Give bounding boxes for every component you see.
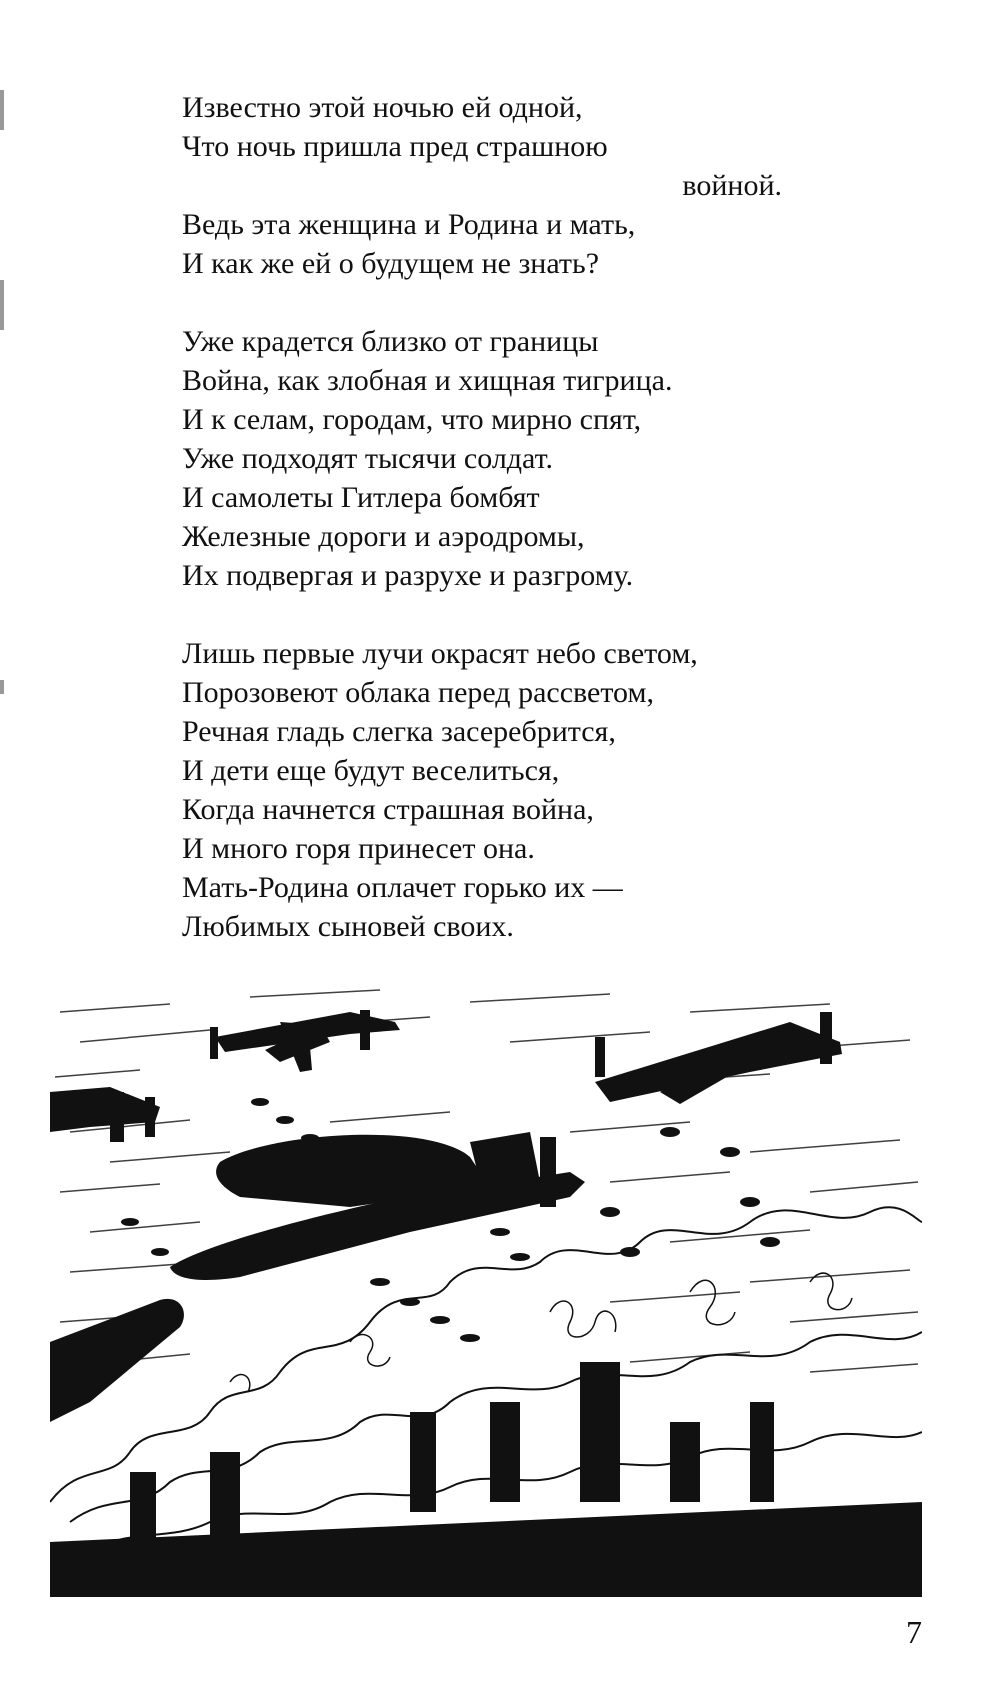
poem-line: Ведь эта женщина и Родина и мать, — [182, 208, 636, 241]
scan-edge-mark — [0, 680, 4, 694]
poem-line: Мать-Родина оплачет горько их — — [182, 871, 623, 904]
page-number: 7 — [906, 1614, 922, 1650]
poem-line: Война, как злобная и хищная тигрица. — [182, 364, 673, 397]
poem-line: Лишь первые лучи окрасят небо светом, — [182, 637, 698, 670]
poem — [182, 88, 802, 985]
poem-line: Что ночь пришла пред страшною — [182, 130, 608, 163]
poem-line: Речная гладь слегка засеребрится, — [182, 715, 616, 748]
poem-line: Известно этой ночью ей одной, — [182, 91, 583, 124]
stanza — [182, 634, 802, 946]
poem-line: Когда начнется страшная война, — [182, 793, 594, 826]
poem-line: И как же ей о будущем не знать? — [182, 247, 600, 280]
poem-line: Их подвергая и разрухе и разгрому. — [182, 559, 634, 592]
stanza — [182, 322, 802, 595]
scan-edge-mark — [0, 90, 4, 130]
poem-line: И дети еще будут веселиться, — [182, 754, 560, 787]
bomber-planes-over-village-illustration — [50, 982, 922, 1597]
poem-line: Уже подходят тысячи солдат. — [182, 442, 553, 475]
poem-line: Любимых сыновей своих. — [182, 910, 514, 943]
stanza — [182, 88, 802, 283]
poem-line: И самолеты Гитлера бомбят — [182, 481, 540, 514]
poem-line: Уже крадется близко от границы — [182, 325, 599, 358]
poem-line: И к селам, городам, что мирно спят, — [182, 403, 642, 436]
poem-line: Порозовеют облака перед рассветом, — [182, 676, 654, 709]
scan-edge-mark — [0, 280, 4, 330]
poem-line: войной. — [682, 169, 782, 202]
poem-line: Железные дороги и аэродромы, — [182, 520, 585, 553]
poem-line: И много горя принесет она. — [182, 832, 535, 865]
